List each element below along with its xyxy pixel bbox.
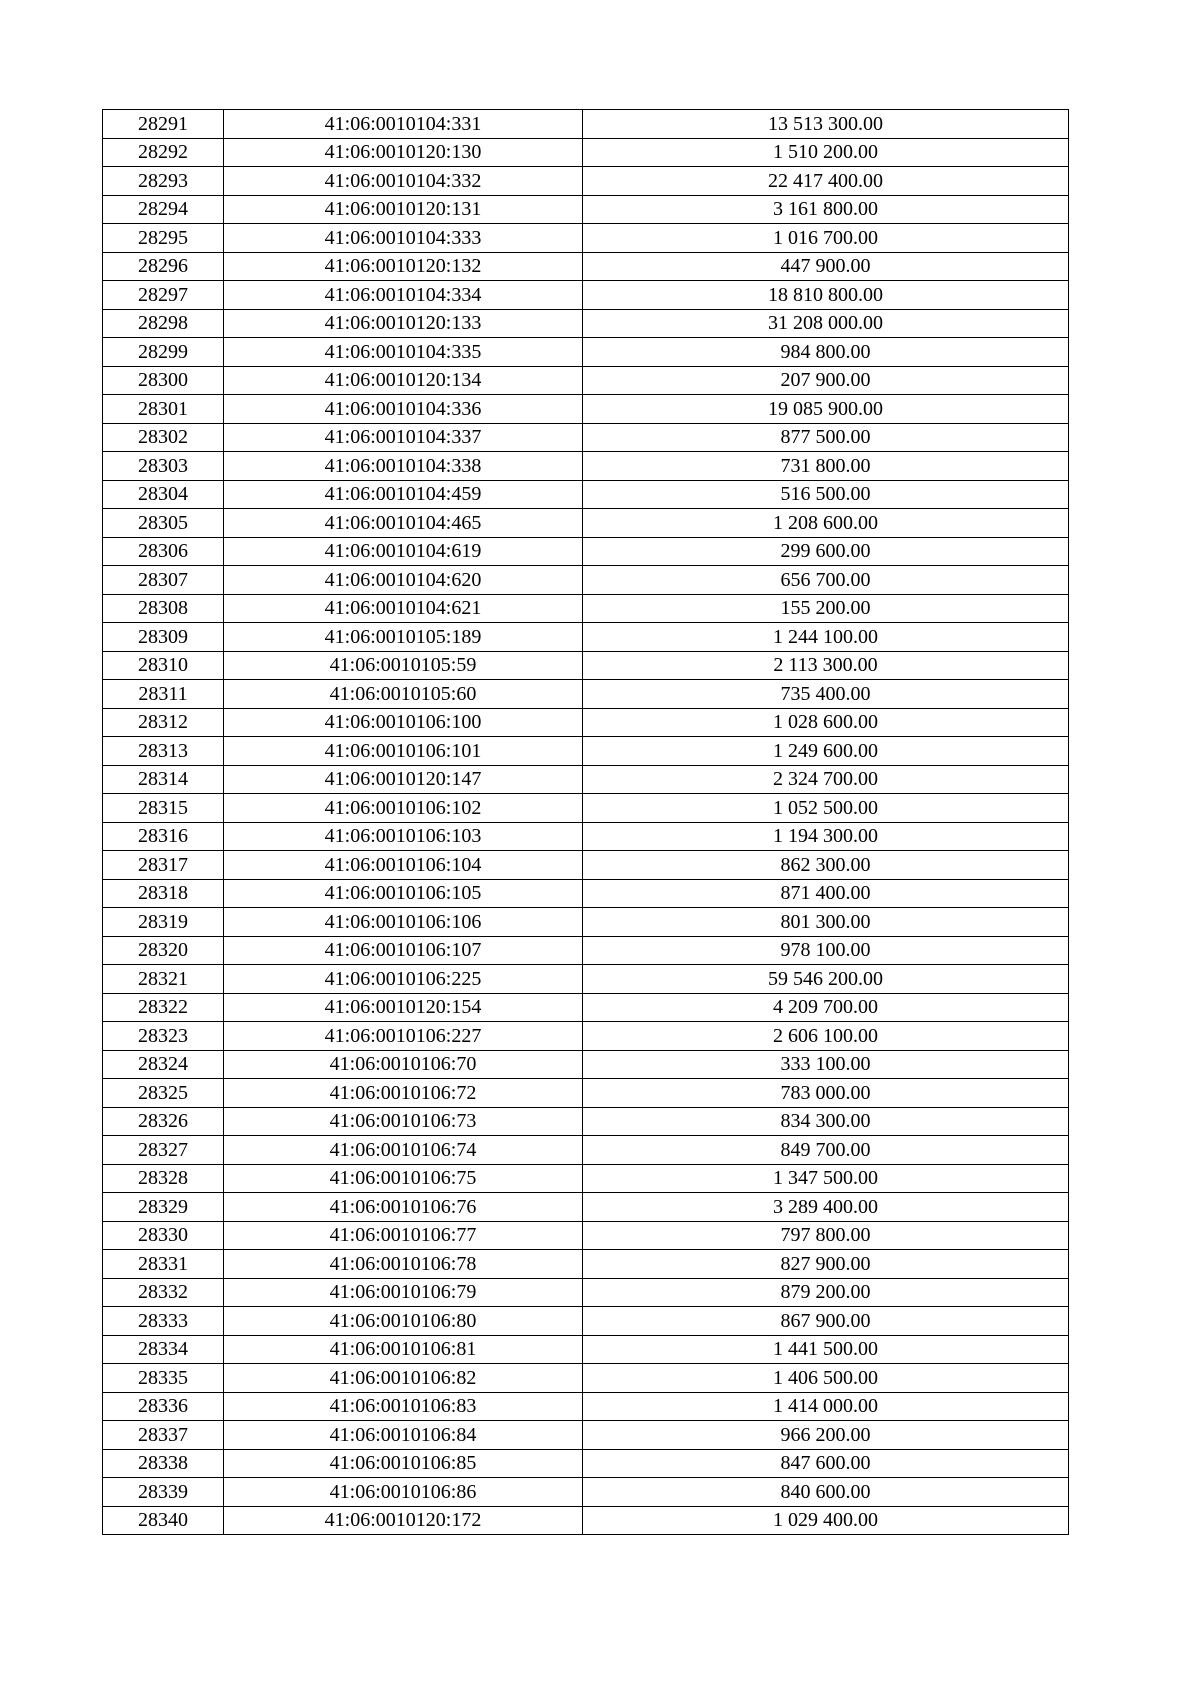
- row-number-cell: 28325: [103, 1079, 224, 1108]
- row-number-cell: 28331: [103, 1250, 224, 1279]
- cadastral-value-cell: 966 200.00: [583, 1421, 1069, 1450]
- cadastral-number-cell: 41:06:0010104:335: [224, 338, 583, 367]
- cadastral-value-cell: 1 406 500.00: [583, 1364, 1069, 1393]
- table-row: [103, 1022, 1069, 1051]
- table-row: [103, 281, 1069, 310]
- row-number-cell: 28332: [103, 1278, 224, 1307]
- cadastral-value-cell: 1 194 300.00: [583, 822, 1069, 851]
- cadastral-number-cell: 41:06:0010105:59: [224, 651, 583, 680]
- cadastral-value-cell: 1 510 200.00: [583, 138, 1069, 167]
- table-row: [103, 1221, 1069, 1250]
- table-row: [103, 167, 1069, 196]
- cadastral-number-cell: 41:06:0010106:227: [224, 1022, 583, 1051]
- table-row: [103, 851, 1069, 880]
- table-row: [103, 366, 1069, 395]
- cadastral-number-cell: 41:06:0010104:619: [224, 537, 583, 566]
- row-number-cell: 28314: [103, 765, 224, 794]
- cadastral-number-cell: 41:06:0010106:75: [224, 1164, 583, 1193]
- cadastral-number-cell: 41:06:0010106:107: [224, 936, 583, 965]
- cadastral-number-cell: 41:06:0010106:82: [224, 1364, 583, 1393]
- table-row: [103, 1478, 1069, 1507]
- row-number-cell: 28302: [103, 423, 224, 452]
- table-row: [103, 936, 1069, 965]
- cadastral-value-cell: 13 513 300.00: [583, 110, 1069, 139]
- cadastral-value-cell: 731 800.00: [583, 452, 1069, 481]
- cadastral-number-cell: 41:06:0010120:133: [224, 309, 583, 338]
- cadastral-value-cell: 827 900.00: [583, 1250, 1069, 1279]
- cadastral-value-cell: 862 300.00: [583, 851, 1069, 880]
- cadastral-number-cell: 41:06:0010106:105: [224, 879, 583, 908]
- table-row: [103, 794, 1069, 823]
- cadastral-number-cell: 41:06:0010105:60: [224, 680, 583, 709]
- table-row: [103, 680, 1069, 709]
- cadastral-number-cell: 41:06:0010104:337: [224, 423, 583, 452]
- table-row: [103, 395, 1069, 424]
- cadastral-value-cell: 333 100.00: [583, 1050, 1069, 1079]
- cadastral-value-cell: 31 208 000.00: [583, 309, 1069, 338]
- cadastral-value-cell: 849 700.00: [583, 1136, 1069, 1165]
- row-number-cell: 28335: [103, 1364, 224, 1393]
- row-number-cell: 28337: [103, 1421, 224, 1450]
- row-number-cell: 28298: [103, 309, 224, 338]
- cadastral-value-cell: 1 249 600.00: [583, 737, 1069, 766]
- table-row: [103, 1278, 1069, 1307]
- cadastral-number-cell: 41:06:0010120:131: [224, 195, 583, 224]
- table-body: [103, 110, 1069, 1535]
- cadastral-number-cell: 41:06:0010106:83: [224, 1392, 583, 1421]
- row-number-cell: 28301: [103, 395, 224, 424]
- table-row: [103, 965, 1069, 994]
- row-number-cell: 28306: [103, 537, 224, 566]
- cadastral-number-cell: 41:06:0010104:331: [224, 110, 583, 139]
- row-number-cell: 28316: [103, 822, 224, 851]
- row-number-cell: 28323: [103, 1022, 224, 1051]
- row-number-cell: 28294: [103, 195, 224, 224]
- cadastral-value-cell: 516 500.00: [583, 480, 1069, 509]
- row-number-cell: 28340: [103, 1506, 224, 1535]
- cadastral-number-cell: 41:06:0010106:77: [224, 1221, 583, 1250]
- table-row: [103, 338, 1069, 367]
- cadastral-value-cell: 2 113 300.00: [583, 651, 1069, 680]
- table-row: [103, 594, 1069, 623]
- row-number-cell: 28318: [103, 879, 224, 908]
- cadastral-number-cell: 41:06:0010106:104: [224, 851, 583, 880]
- row-number-cell: 28336: [103, 1392, 224, 1421]
- cadastral-value-cell: 4 209 700.00: [583, 993, 1069, 1022]
- cadastral-number-cell: 41:06:0010106:86: [224, 1478, 583, 1507]
- cadastral-value-cell: 840 600.00: [583, 1478, 1069, 1507]
- cadastral-value-cell: 1 029 400.00: [583, 1506, 1069, 1535]
- row-number-cell: 28303: [103, 452, 224, 481]
- table-row: [103, 1364, 1069, 1393]
- cadastral-number-cell: 41:06:0010120:132: [224, 252, 583, 281]
- cadastral-value-cell: 1 244 100.00: [583, 623, 1069, 652]
- row-number-cell: 28307: [103, 566, 224, 595]
- table-row: [103, 110, 1069, 139]
- cadastral-value-cell: 877 500.00: [583, 423, 1069, 452]
- cadastral-number-cell: 41:06:0010104:336: [224, 395, 583, 424]
- cadastral-number-cell: 41:06:0010106:106: [224, 908, 583, 937]
- table-row: [103, 452, 1069, 481]
- row-number-cell: 28324: [103, 1050, 224, 1079]
- row-number-cell: 28291: [103, 110, 224, 139]
- table-row: [103, 309, 1069, 338]
- cadastral-value-cell: 797 800.00: [583, 1221, 1069, 1250]
- cadastral-value-cell: 1 441 500.00: [583, 1335, 1069, 1364]
- row-number-cell: 28312: [103, 708, 224, 737]
- table-row: [103, 737, 1069, 766]
- row-number-cell: 28330: [103, 1221, 224, 1250]
- cadastral-value-cell: 1 052 500.00: [583, 794, 1069, 823]
- row-number-cell: 28296: [103, 252, 224, 281]
- row-number-cell: 28326: [103, 1107, 224, 1136]
- table-row: [103, 1392, 1069, 1421]
- table-row: [103, 879, 1069, 908]
- cadastral-value-cell: 783 000.00: [583, 1079, 1069, 1108]
- cadastral-number-cell: 41:06:0010120:130: [224, 138, 583, 167]
- table-row: [103, 1250, 1069, 1279]
- cadastral-number-cell: 41:06:0010106:72: [224, 1079, 583, 1108]
- cadastral-number-cell: 41:06:0010106:85: [224, 1449, 583, 1478]
- cadastral-value-cell: 871 400.00: [583, 879, 1069, 908]
- table-row: [103, 708, 1069, 737]
- cadastral-value-cell: 59 546 200.00: [583, 965, 1069, 994]
- cadastral-number-cell: 41:06:0010105:189: [224, 623, 583, 652]
- row-number-cell: 28295: [103, 224, 224, 253]
- cadastral-number-cell: 41:06:0010106:84: [224, 1421, 583, 1450]
- row-number-cell: 28338: [103, 1449, 224, 1478]
- row-number-cell: 28299: [103, 338, 224, 367]
- table-row: [103, 195, 1069, 224]
- cadastral-number-cell: 41:06:0010106:81: [224, 1335, 583, 1364]
- row-number-cell: 28297: [103, 281, 224, 310]
- cadastral-value-cell: 1 028 600.00: [583, 708, 1069, 737]
- cadastral-value-cell: 1 414 000.00: [583, 1392, 1069, 1421]
- cadastral-number-cell: 41:06:0010106:103: [224, 822, 583, 851]
- cadastral-value-cell: 19 085 900.00: [583, 395, 1069, 424]
- table-row: [103, 1335, 1069, 1364]
- row-number-cell: 28300: [103, 366, 224, 395]
- cadastral-number-cell: 41:06:0010106:80: [224, 1307, 583, 1336]
- cadastral-number-cell: 41:06:0010106:225: [224, 965, 583, 994]
- table-row: [103, 765, 1069, 794]
- table-row: [103, 1050, 1069, 1079]
- row-number-cell: 28317: [103, 851, 224, 880]
- table-row: [103, 1107, 1069, 1136]
- cadastral-number-cell: 41:06:0010120:134: [224, 366, 583, 395]
- cadastral-number-cell: 41:06:0010120:172: [224, 1506, 583, 1535]
- row-number-cell: 28308: [103, 594, 224, 623]
- table-row: [103, 1079, 1069, 1108]
- row-number-cell: 28328: [103, 1164, 224, 1193]
- cadastral-number-cell: 41:06:0010106:74: [224, 1136, 583, 1165]
- table-row: [103, 566, 1069, 595]
- cadastral-value-cell: 207 900.00: [583, 366, 1069, 395]
- cadastral-value-cell: 656 700.00: [583, 566, 1069, 595]
- cadastral-number-cell: 41:06:0010104:333: [224, 224, 583, 253]
- cadastral-value-cell: 879 200.00: [583, 1278, 1069, 1307]
- row-number-cell: 28327: [103, 1136, 224, 1165]
- cadastral-value-cell: 3 289 400.00: [583, 1193, 1069, 1222]
- table-row: [103, 822, 1069, 851]
- row-number-cell: 28293: [103, 167, 224, 196]
- cadastral-value-cell: 3 161 800.00: [583, 195, 1069, 224]
- table-row: [103, 252, 1069, 281]
- table-row: [103, 908, 1069, 937]
- table-row: [103, 1506, 1069, 1535]
- row-number-cell: 28322: [103, 993, 224, 1022]
- cadastral-value-cell: 1 208 600.00: [583, 509, 1069, 538]
- cadastral-number-cell: 41:06:0010106:101: [224, 737, 583, 766]
- cadastral-number-cell: 41:06:0010120:154: [224, 993, 583, 1022]
- cadastral-value-cell: 847 600.00: [583, 1449, 1069, 1478]
- row-number-cell: 28311: [103, 680, 224, 709]
- cadastral-number-cell: 41:06:0010106:102: [224, 794, 583, 823]
- cadastral-value-cell: 984 800.00: [583, 338, 1069, 367]
- row-number-cell: 28329: [103, 1193, 224, 1222]
- table-row: [103, 993, 1069, 1022]
- cadastral-number-cell: 41:06:0010104:620: [224, 566, 583, 595]
- row-number-cell: 28313: [103, 737, 224, 766]
- cadastral-value-cell: 18 810 800.00: [583, 281, 1069, 310]
- cadastral-number-cell: 41:06:0010106:79: [224, 1278, 583, 1307]
- cadastral-number-cell: 41:06:0010104:621: [224, 594, 583, 623]
- row-number-cell: 28339: [103, 1478, 224, 1507]
- table-row: [103, 138, 1069, 167]
- cadastral-value-cell: 155 200.00: [583, 594, 1069, 623]
- cadastral-value-cell: 1 347 500.00: [583, 1164, 1069, 1193]
- cadastral-number-cell: 41:06:0010104:459: [224, 480, 583, 509]
- cadastral-number-cell: 41:06:0010104:332: [224, 167, 583, 196]
- row-number-cell: 28309: [103, 623, 224, 652]
- cadastral-value-table: [102, 109, 1069, 1535]
- row-number-cell: 28305: [103, 509, 224, 538]
- cadastral-value-cell: 801 300.00: [583, 908, 1069, 937]
- cadastral-number-cell: 41:06:0010104:338: [224, 452, 583, 481]
- row-number-cell: 28334: [103, 1335, 224, 1364]
- cadastral-value-cell: 867 900.00: [583, 1307, 1069, 1336]
- cadastral-value-cell: 2 324 700.00: [583, 765, 1069, 794]
- cadastral-value-cell: 978 100.00: [583, 936, 1069, 965]
- cadastral-value-cell: 834 300.00: [583, 1107, 1069, 1136]
- cadastral-value-cell: 2 606 100.00: [583, 1022, 1069, 1051]
- row-number-cell: 28310: [103, 651, 224, 680]
- table-row: [103, 224, 1069, 253]
- cadastral-number-cell: 41:06:0010104:465: [224, 509, 583, 538]
- row-number-cell: 28315: [103, 794, 224, 823]
- cadastral-number-cell: 41:06:0010106:78: [224, 1250, 583, 1279]
- cadastral-number-cell: 41:06:0010106:100: [224, 708, 583, 737]
- table-row: [103, 1193, 1069, 1222]
- cadastral-value-cell: 22 417 400.00: [583, 167, 1069, 196]
- table-row: [103, 1136, 1069, 1165]
- cadastral-value-cell: 299 600.00: [583, 537, 1069, 566]
- row-number-cell: 28292: [103, 138, 224, 167]
- row-number-cell: 28304: [103, 480, 224, 509]
- cadastral-number-cell: 41:06:0010106:76: [224, 1193, 583, 1222]
- table-row: [103, 1164, 1069, 1193]
- cadastral-number-cell: 41:06:0010104:334: [224, 281, 583, 310]
- cadastral-value-cell: 735 400.00: [583, 680, 1069, 709]
- cadastral-number-cell: 41:06:0010120:147: [224, 765, 583, 794]
- table-row: [103, 1421, 1069, 1450]
- row-number-cell: 28321: [103, 965, 224, 994]
- cadastral-value-cell: 1 016 700.00: [583, 224, 1069, 253]
- cadastral-value-cell: 447 900.00: [583, 252, 1069, 281]
- table-row: [103, 509, 1069, 538]
- table-row: [103, 423, 1069, 452]
- table-row: [103, 623, 1069, 652]
- table-row: [103, 1307, 1069, 1336]
- row-number-cell: 28320: [103, 936, 224, 965]
- row-number-cell: 28319: [103, 908, 224, 937]
- row-number-cell: 28333: [103, 1307, 224, 1336]
- table-row: [103, 537, 1069, 566]
- cadastral-number-cell: 41:06:0010106:73: [224, 1107, 583, 1136]
- table-row: [103, 651, 1069, 680]
- table-row: [103, 480, 1069, 509]
- table-row: [103, 1449, 1069, 1478]
- cadastral-number-cell: 41:06:0010106:70: [224, 1050, 583, 1079]
